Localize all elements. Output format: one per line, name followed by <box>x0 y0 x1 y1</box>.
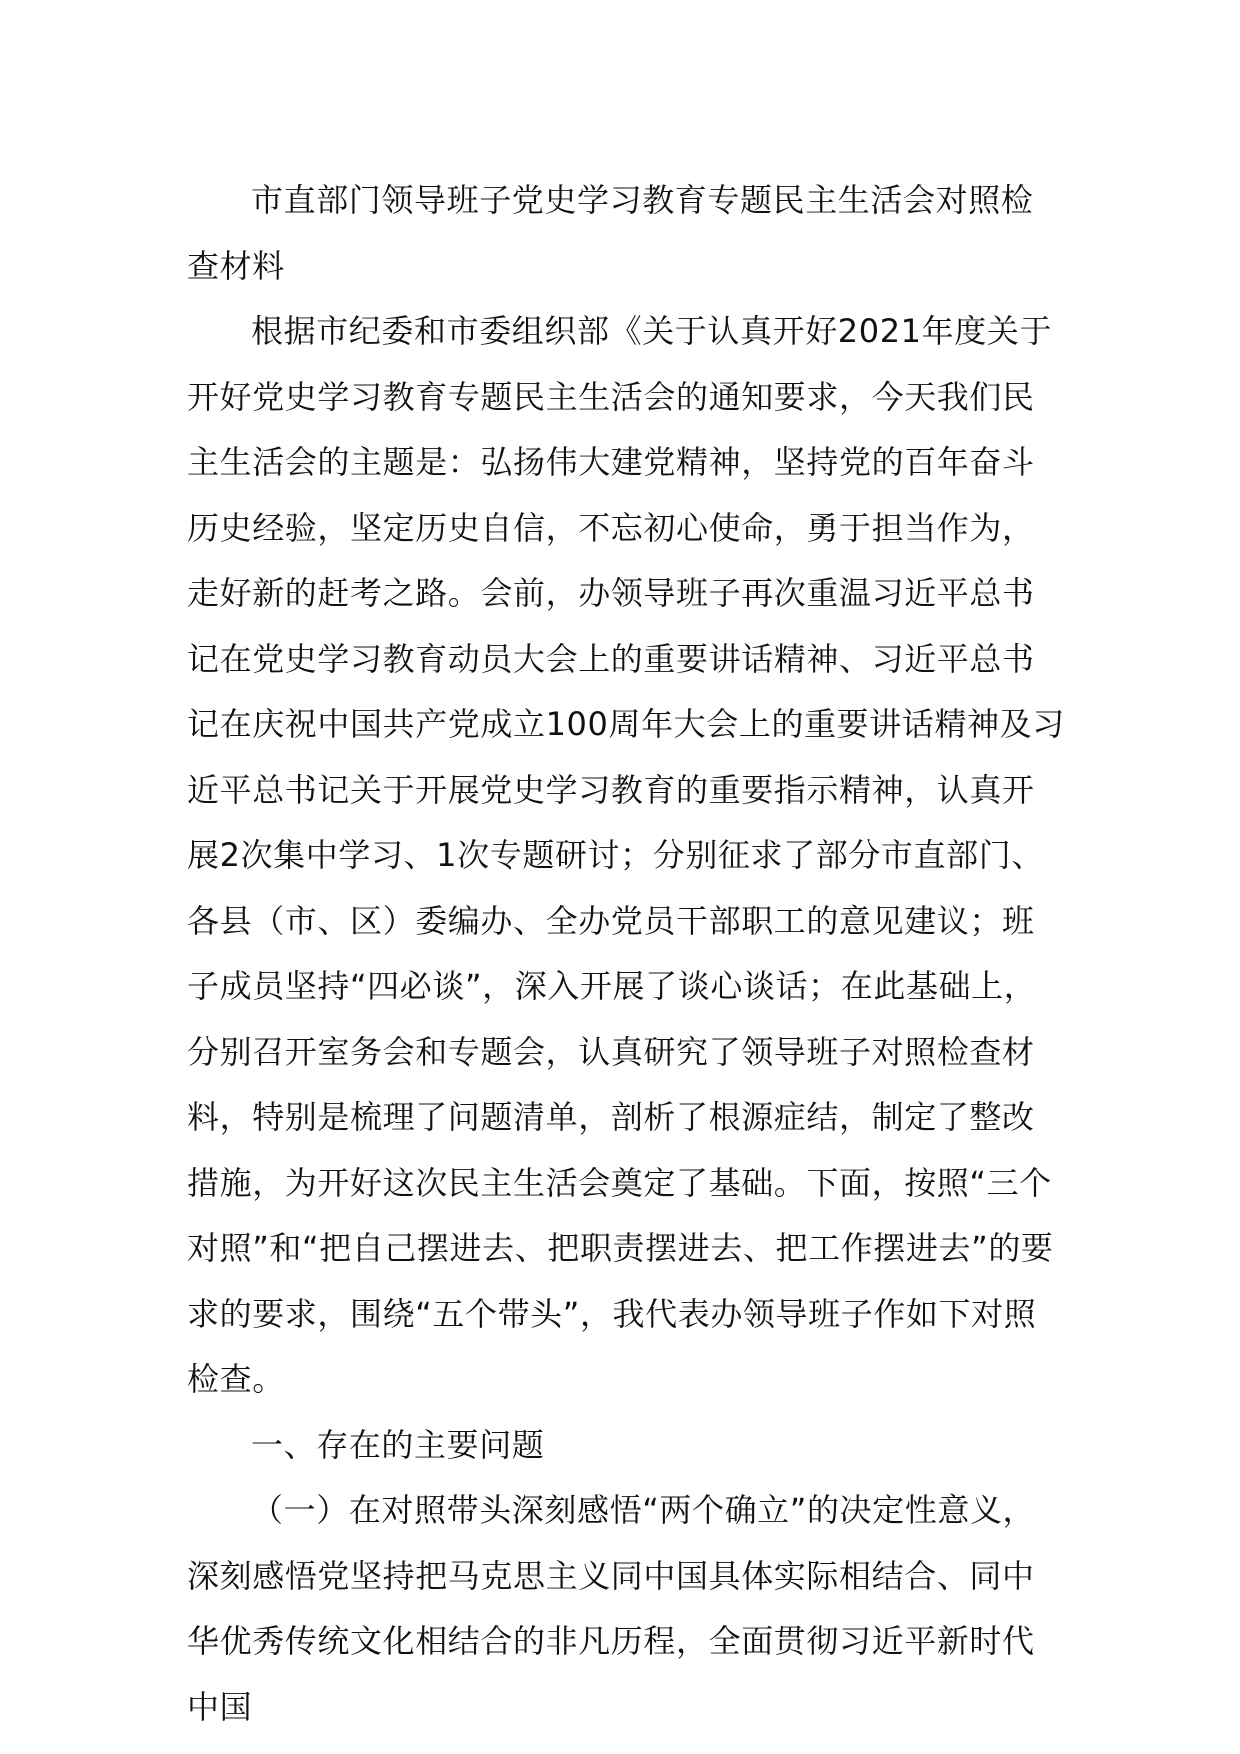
section-heading: 一、存在的主要问题 <box>251 1425 545 1464</box>
document-title: 市直部门领导班子党史学习教育专题民主生活会对照检查材料 <box>187 181 1034 285</box>
document-body <box>187 168 1065 1740</box>
paragraph-subsection: （一）在对照带头深刻感悟“两个确立”的决定性意义，深刻感悟党坚持把马克思主义同中国具体实际相结合、同中华优秀传统文化相结合的非凡历程，全面贯彻习近平新时代中国 <box>187 1491 1036 1726</box>
paragraph-intro: 根据市纪委和市委组织部《关于认真开好2021年度关于开好党史学习教育专题民主生活会的通知要求，今天我们民主生活会的主题是：弘扬伟大建党精神，坚持党的百年奋斗历史经验，坚定历史自信，不忘初心使命，勇于担当作为，走好新的赶考之路。会前，办领导班子再次重温习近平总书记在党史学习教育动员大会上的重要讲话精神、习近平总书记在庆祝中国共产党成立100周年大会上的重要讲话精神及习近平总书记关于开展党史学习教育的重要指示精神，认真开展2次集中学习、1次专题研讨；分别征求了部分市直部门、各县（市、区）委编办、全办党员干部职工的意见建议；班子成员坚持“四必谈”，深入开展了谈心谈话；在此基础上，分别召开室务会和专题会，认真研究了领导班子对照检查材料，特别是梳理了问题清单，剖析了根源症结，制定了整改措施，为开好这次民主生活会奠定了基础。下面，按照“三个对照”和“把自己摆进去、把职责摆进去、把工作摆进去”的要求的要求，围绕“五个带头”，我代表办领导班子作如下对照检查。 <box>187 312 1065 1398</box>
